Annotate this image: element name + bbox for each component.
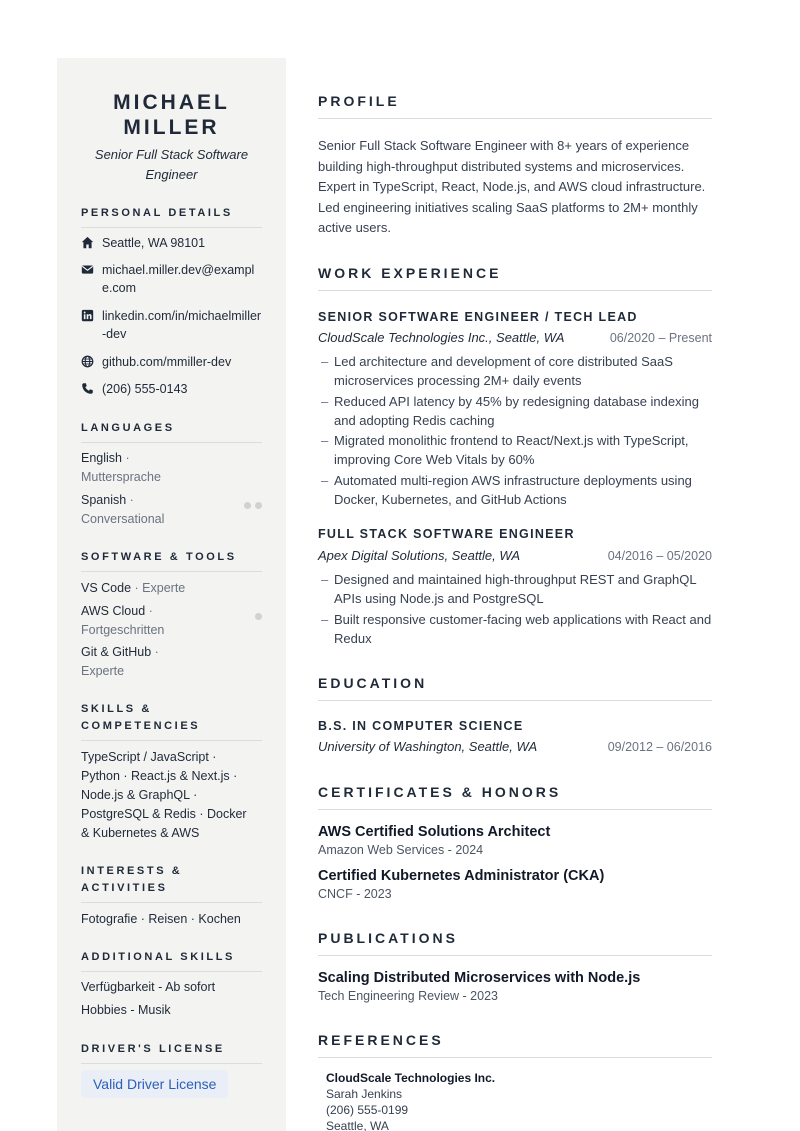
work-experience-heading: WORK EXPERIENCE <box>318 264 712 291</box>
skills-heading: SKILLS & COMPETENCIES <box>81 701 262 741</box>
publication-venue: Tech Engineering Review - 2023 <box>318 989 498 1003</box>
publication-title: Scaling Distributed Microservices with Node.js <box>318 970 641 986</box>
cert-issuer: CNCF - 2023 <box>318 887 392 901</box>
list-item: – Designed and maintained high-throughput REST and GraphQL APIs using Node.js and PostgreSQL <box>318 570 712 608</box>
tool-level-dots <box>255 613 262 620</box>
job-company-line: Apex Digital Solutions, Seattle, WA 04/2016 – 05/2020 <box>318 548 712 563</box>
cert-name: AWS Certified Solutions Architect <box>318 824 551 840</box>
list-item: – Led architecture and development of core distributed SaaS microservices processing 2M+ daily events <box>318 352 712 390</box>
globe-icon <box>81 353 99 368</box>
contact-linkedin[interactable]: linkedin.com/in/michaelmiller-dev <box>81 307 262 343</box>
job-company-line: CloudScale Technologies Inc., Seattle, WA 06/2020 – Present <box>318 330 712 345</box>
cert-name: Certified Kubernetes Administrator (CKA) <box>318 868 605 884</box>
tool-item: AWS Cloud · Fortgeschritten <box>81 602 262 640</box>
publications-heading: PUBLICATIONS <box>318 929 712 956</box>
list-item: – Automated multi-region AWS infrastructure deployments using Docker, Kubernetes, and GitHub Actions <box>318 471 712 509</box>
interests-list: Fotografie · Reisen · Kochen <box>81 912 241 926</box>
references-heading: REFERENCES <box>318 1031 712 1058</box>
education-heading: EDUCATION <box>318 674 712 701</box>
tool-item: Git & GitHub · Experte <box>81 645 159 678</box>
contact-phone[interactable]: (206) 555-0143 <box>81 380 262 398</box>
cert-issuer: Amazon Web Services - 2024 <box>318 843 484 857</box>
list-item: – Migrated monolithic frontend to React/Next.js with TypeScript, improving Core Web Vitals by 60% <box>318 431 712 469</box>
language-level-dots <box>244 502 262 509</box>
education-degree: B.S. IN COMPUTER SCIENCE <box>318 719 524 733</box>
language-item: Spanish · Conversational <box>81 491 262 529</box>
home-icon <box>81 234 99 249</box>
tool-item: VS Code · Experte <box>81 581 186 595</box>
linkedin-icon <box>81 307 99 322</box>
additional-skills-list: Verfügbarkeit - Ab sofort Hobbies - Musik <box>81 980 216 1017</box>
additional-skills-heading: ADDITIONAL SKILLS <box>81 949 262 972</box>
job-bullets <box>318 570 712 649</box>
job-title: SENIOR SOFTWARE ENGINEER / TECH LEAD <box>318 310 638 324</box>
contact-email[interactable]: michael.miller.dev@example.com <box>81 261 262 297</box>
languages-heading: LANGUAGES <box>81 420 262 443</box>
certificates-heading: CERTIFICATES & HONORS <box>318 783 712 810</box>
candidate-subtitle: Senior Full Stack Software Engineer <box>94 147 249 182</box>
list-item: – Reduced API latency by 45% by redesigning database indexing and adopting Redis caching <box>318 392 712 430</box>
name-last: MILLER <box>123 116 220 139</box>
contact-address: Seattle, WA 98101 <box>81 234 262 252</box>
list-item: – Built responsive customer-facing web applications with React and Redux <box>318 610 712 648</box>
profile-text: Senior Full Stack Software Engineer with 8+ years of experience building high-throughput distributed systems and microservices. Expert in TypeScript, React, Node.js, and AWS cloud infrastructure. Led engineering initiatives scaling SaaS platforms to 2M+ monthly active users. <box>318 138 706 235</box>
drivers-license-heading: DRIVER'S LICENSE <box>81 1041 262 1064</box>
skills-list: TypeScript / JavaScript · Python · React.js & Next.js · Node.js & GraphQL · PostgreSQL & Redis · Docker & Kubernetes & AWS <box>81 750 247 840</box>
mail-icon <box>81 261 99 276</box>
personal-details-heading: PERSONAL DETAILS <box>81 205 262 228</box>
contact-github[interactable]: github.com/mmiller-dev <box>81 353 262 371</box>
language-item: English · Muttersprache <box>81 451 161 484</box>
reference-block: CloudScale Technologies Inc. Sarah Jenkins (206) 555-0199 Seattle, WA <box>326 1071 496 1131</box>
job-bullets <box>318 352 712 510</box>
education-school-line: University of Washington, Seattle, WA 09/2012 – 06/2016 <box>318 739 712 754</box>
job-title: FULL STACK SOFTWARE ENGINEER <box>318 527 575 541</box>
interests-heading: INTERESTS & ACTIVITIES <box>81 863 262 903</box>
profile-heading: PROFILE <box>318 92 712 119</box>
candidate-name <box>57 90 286 140</box>
software-tools-heading: SOFTWARE & TOOLS <box>81 549 262 572</box>
license-badge: Valid Driver License <box>81 1070 228 1098</box>
name-first: MICHAEL <box>113 91 230 114</box>
phone-icon <box>81 380 99 395</box>
